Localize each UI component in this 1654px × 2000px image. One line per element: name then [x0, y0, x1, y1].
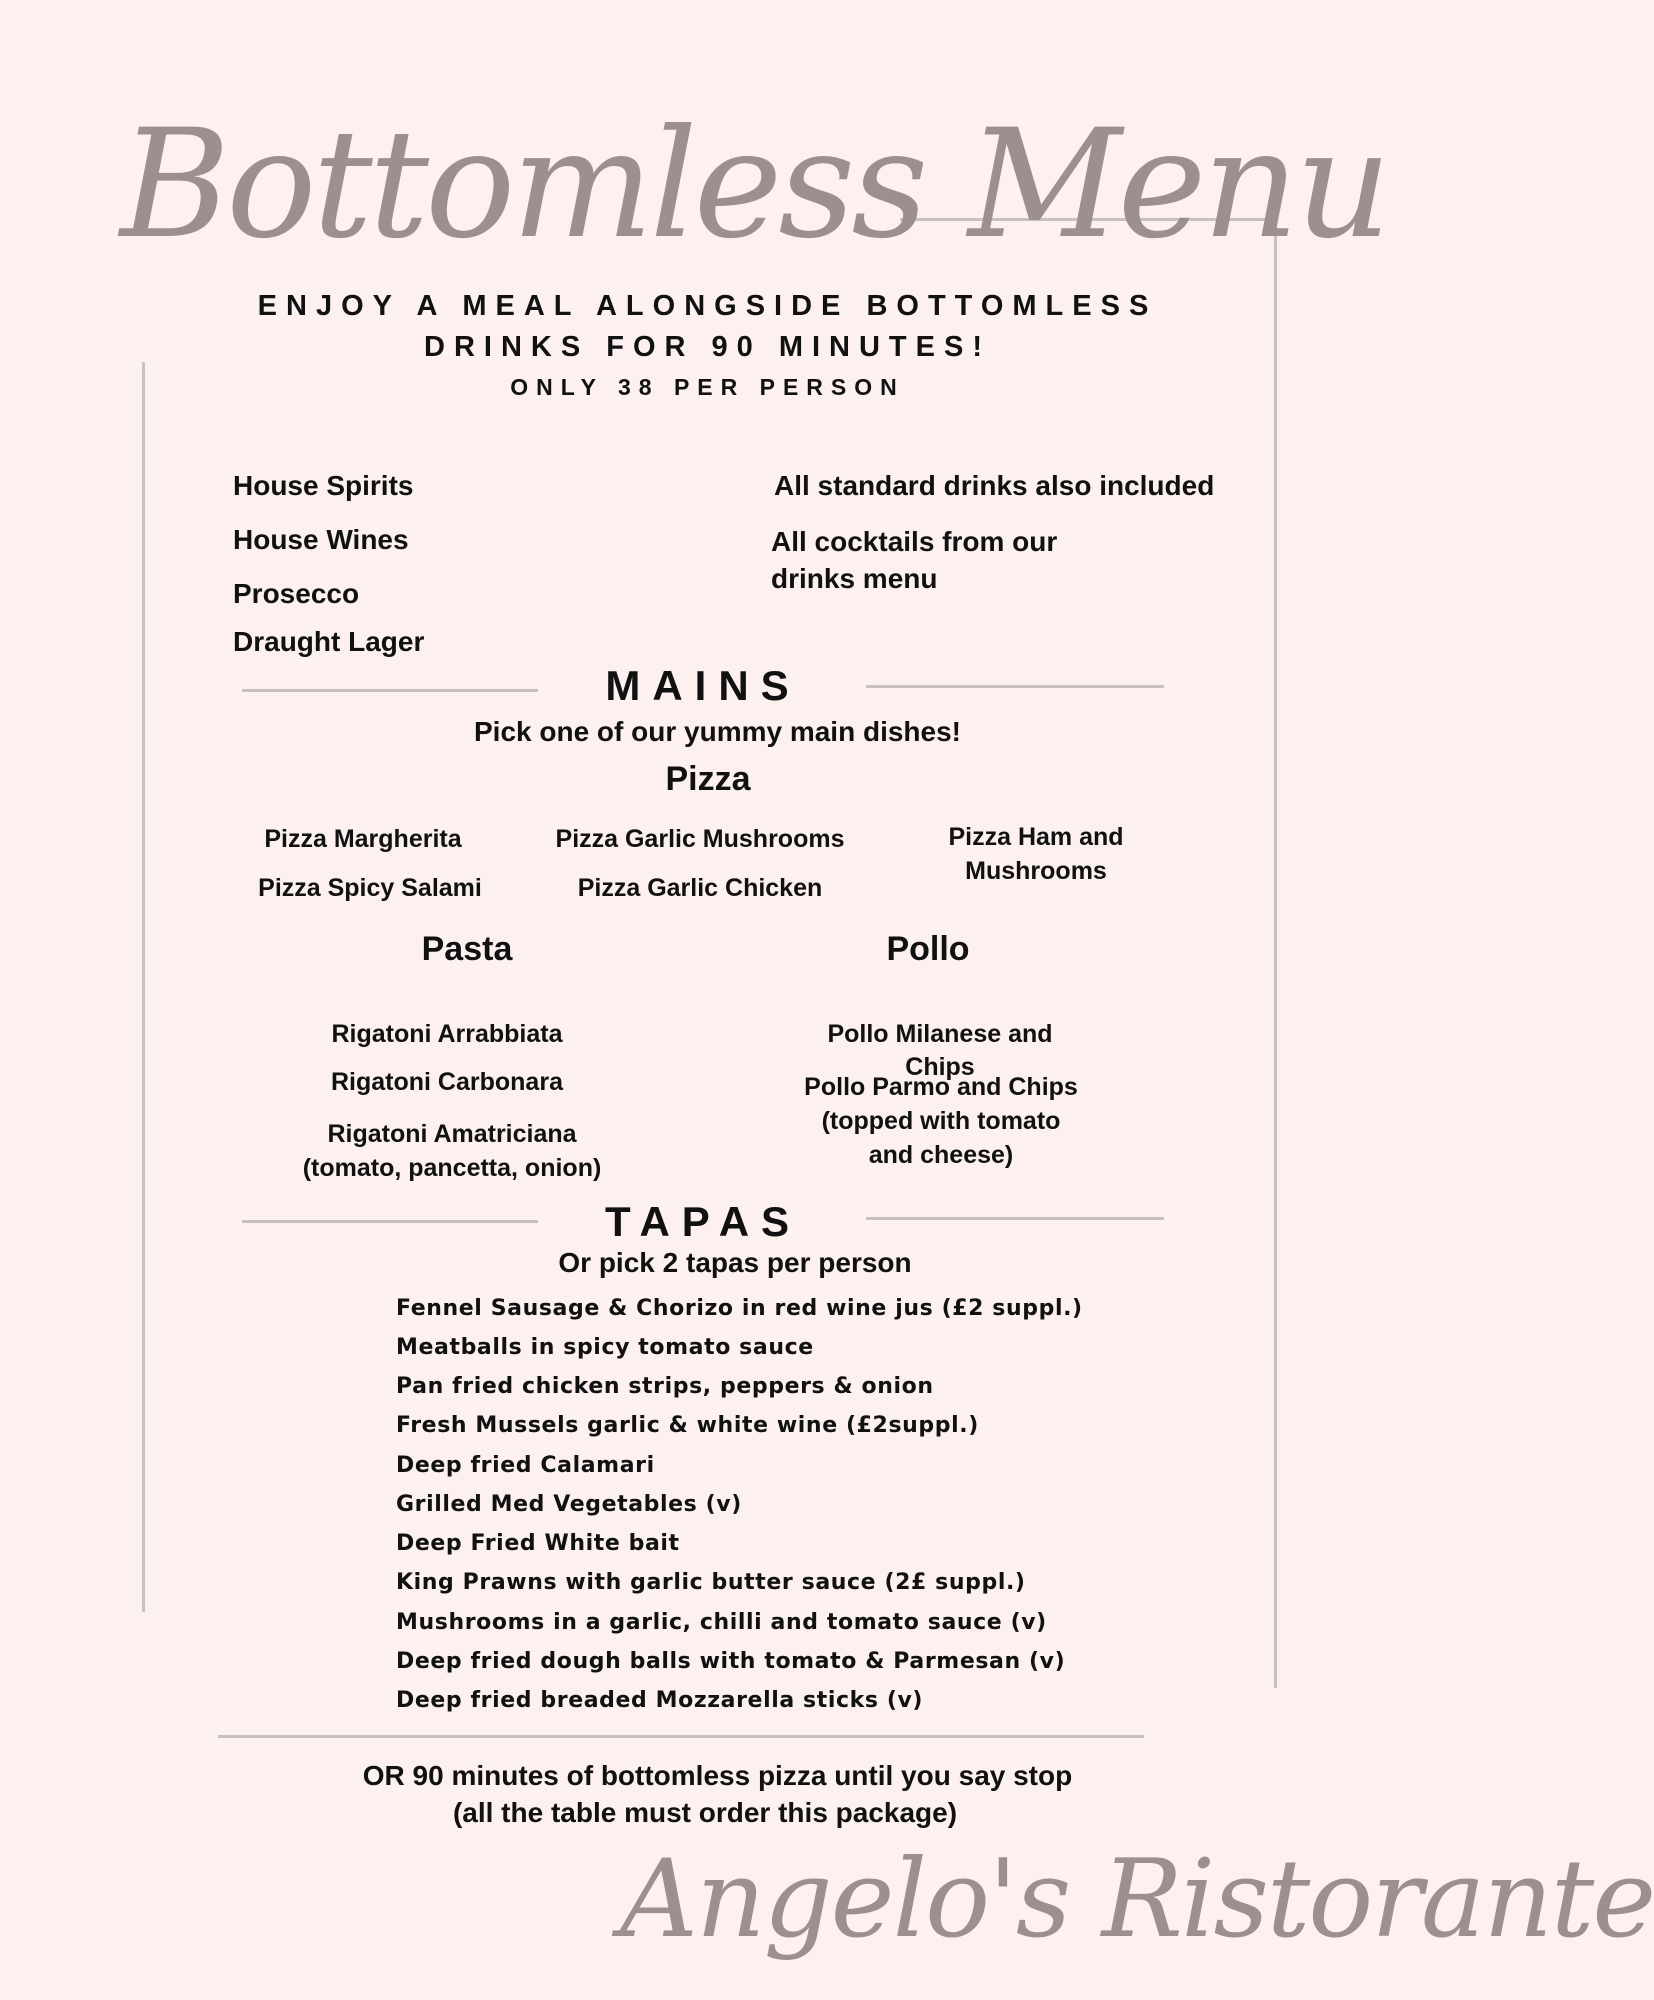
tapas-item: Deep fried dough balls with tomato & Parmesan (v) — [396, 1649, 1066, 1674]
tagline-line-1: ENJOY A MEAL ALONGSIDE BOTTOMLESS — [257, 290, 1158, 322]
pizza-margherita: Pizza Margherita — [264, 825, 462, 853]
tapas-item: Grilled Med Vegetables (v) — [396, 1492, 742, 1517]
tagline-line-2: DRINKS FOR 90 MINUTES! — [424, 331, 991, 363]
mains-rule-right — [866, 685, 1164, 688]
pasta-amatriciana-note: (tomato, pancetta, onion) — [302, 1154, 602, 1182]
drink-draught-lager: Draught Lager — [233, 626, 425, 657]
drink-house-wines: House Wines — [233, 524, 409, 555]
pizza-ham-mushrooms-1: Pizza Ham and — [948, 823, 1124, 851]
pollo-milanese-2: Chips — [905, 1053, 975, 1081]
tapas-rule-left — [242, 1220, 538, 1223]
pizza-heading: Pizza — [665, 760, 751, 798]
pasta-amatriciana: Rigatoni Amatriciana — [327, 1120, 577, 1148]
pizza-spicy-salami: Pizza Spicy Salami — [258, 874, 482, 902]
drinks-standard-note: All standard drinks also included — [774, 470, 1215, 501]
tapas-item: Deep fried breaded Mozzarella sticks (v) — [396, 1688, 924, 1713]
pollo-parmo-1: Pollo Parmo and Chips — [804, 1073, 1078, 1101]
pollo-milanese-1: Pollo Milanese and — [827, 1020, 1053, 1048]
frame-left-line — [142, 362, 145, 1612]
price-line: ONLY 38 PER PERSON — [510, 374, 905, 400]
tapas-item: Meatballs in spicy tomato sauce — [396, 1335, 814, 1360]
drinks-cocktails-note-1: All cocktails from our — [771, 526, 1058, 557]
tapas-item: Fresh Mussels garlic & white wine (£2suppl.) — [396, 1413, 979, 1438]
mains-heading: MAINS — [605, 662, 801, 709]
footer-line-2: (all the table must order this package) — [452, 1797, 958, 1828]
tapas-item: Mushrooms in a garlic, chilli and tomato sauce (v) — [396, 1610, 1047, 1635]
mains-rule-left — [242, 689, 538, 692]
pasta-arrabbiata: Rigatoni Arrabbiata — [331, 1020, 563, 1048]
drink-house-spirits: House Spirits — [233, 470, 414, 501]
tapas-rule-right — [866, 1217, 1164, 1220]
footer-line-1: OR 90 minutes of bottomless pizza until you say stop — [362, 1760, 1073, 1791]
drink-prosecco: Prosecco — [233, 578, 360, 609]
pizza-garlic-chicken: Pizza Garlic Chicken — [577, 874, 823, 902]
tapas-heading: TAPAS — [604, 1198, 802, 1245]
tapas-item: Deep fried Calamari — [396, 1453, 655, 1478]
tapas-item: Deep Fried White bait — [396, 1531, 680, 1556]
pollo-parmo-2: (topped with tomato — [821, 1107, 1061, 1135]
frame-right-line — [1274, 218, 1277, 1688]
mains-subtitle: Pick one of our yummy main dishes! — [473, 716, 961, 747]
drinks-cocktails-note-2: drinks menu — [771, 563, 938, 594]
footer-rule — [218, 1735, 1144, 1738]
pollo-heading: Pollo — [886, 930, 970, 968]
tapas-item: Fennel Sausage & Chorizo in red wine jus (£2 suppl.) — [396, 1296, 1083, 1321]
pizza-ham-mushrooms-2: Mushrooms — [965, 857, 1107, 885]
menu-title: Bottomless Menu — [120, 98, 1388, 272]
tapas-subtitle: Or pick 2 tapas per person — [558, 1247, 912, 1278]
pasta-carbonara: Rigatoni Carbonara — [331, 1068, 563, 1096]
pizza-garlic-mushrooms: Pizza Garlic Mushrooms — [555, 825, 845, 853]
pollo-parmo-3: and cheese) — [868, 1141, 1014, 1169]
pasta-heading: Pasta — [421, 930, 513, 968]
tapas-item: Pan fried chicken strips, peppers & onion — [396, 1374, 934, 1399]
restaurant-signature: Angelo's Ristorante — [620, 1837, 1654, 1962]
tapas-item: King Prawns with garlic butter sauce (2£ suppl.) — [396, 1570, 1026, 1595]
